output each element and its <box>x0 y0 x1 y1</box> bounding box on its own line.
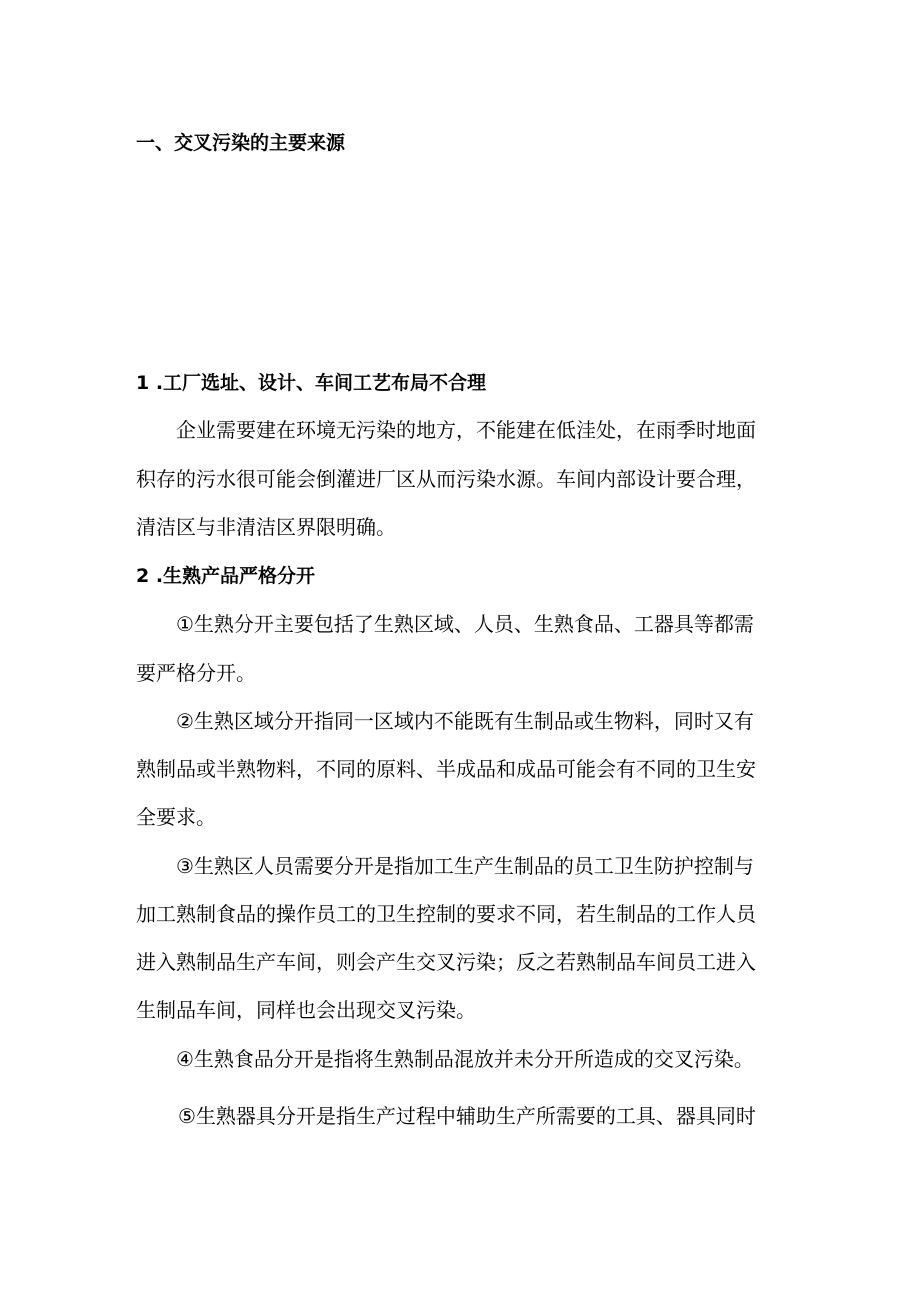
paragraph-1-line-3: 清洁区与非清洁区界限明确。 <box>136 515 396 539</box>
paragraph-4-line-2: 加工熟制食品的操作员工的卫生控制的要求不同，若生制品的工作人员 <box>136 902 756 926</box>
paragraph-4-line-1: ③生熟区人员需要分开是指加工生产生制品的员工卫生防护控制与 <box>176 854 754 878</box>
paragraph-2-line-2: 要严格分开。 <box>136 661 256 685</box>
paragraph-2-line-1: ①生熟分开主要包括了生熟区域、人员、生熟食品、工器具等都需 <box>176 612 754 636</box>
paragraph-3-line-1: ②生熟区域分开指同一区域内不能既有生制品或生物料，同时又有 <box>176 709 754 733</box>
paragraph-5: ④生熟食品分开是指将生熟制品混放并未分开所造成的交叉污染。 <box>176 1047 754 1071</box>
paragraph-1-line-2: 积存的污水很可能会倒灌进厂区从而污染水源。车间内部设计要合理， <box>136 467 756 491</box>
paragraph-3-line-2: 熟制品或半熟物料，不同的原料、半成品和成品可能会有不同的卫生安 <box>136 757 756 781</box>
paragraph-6: ⑤生熟器具分开是指生产过程中辅助生产所需要的工具、器具同时 <box>178 1104 756 1128</box>
paragraph-1-line-1: 企业需要建在环境无污染的地方，不能建在低洼处，在雨季时地面 <box>176 418 756 442</box>
paragraph-4-line-3: 进入熟制品生产车间，则会产生交叉污染；反之若熟制品车间员工进入 <box>136 950 756 974</box>
section-title: 一、交叉污染的主要来源 <box>136 132 346 154</box>
heading-2: 2 .生熟产品严格分开 <box>136 565 316 587</box>
heading-1: 1 .工厂选址、设计、车间工艺布局不合理 <box>136 372 487 394</box>
paragraph-3-line-3: 全要求。 <box>136 805 216 829</box>
paragraph-4-line-4: 生制品车间，同样也会出现交叉污染。 <box>136 998 476 1022</box>
